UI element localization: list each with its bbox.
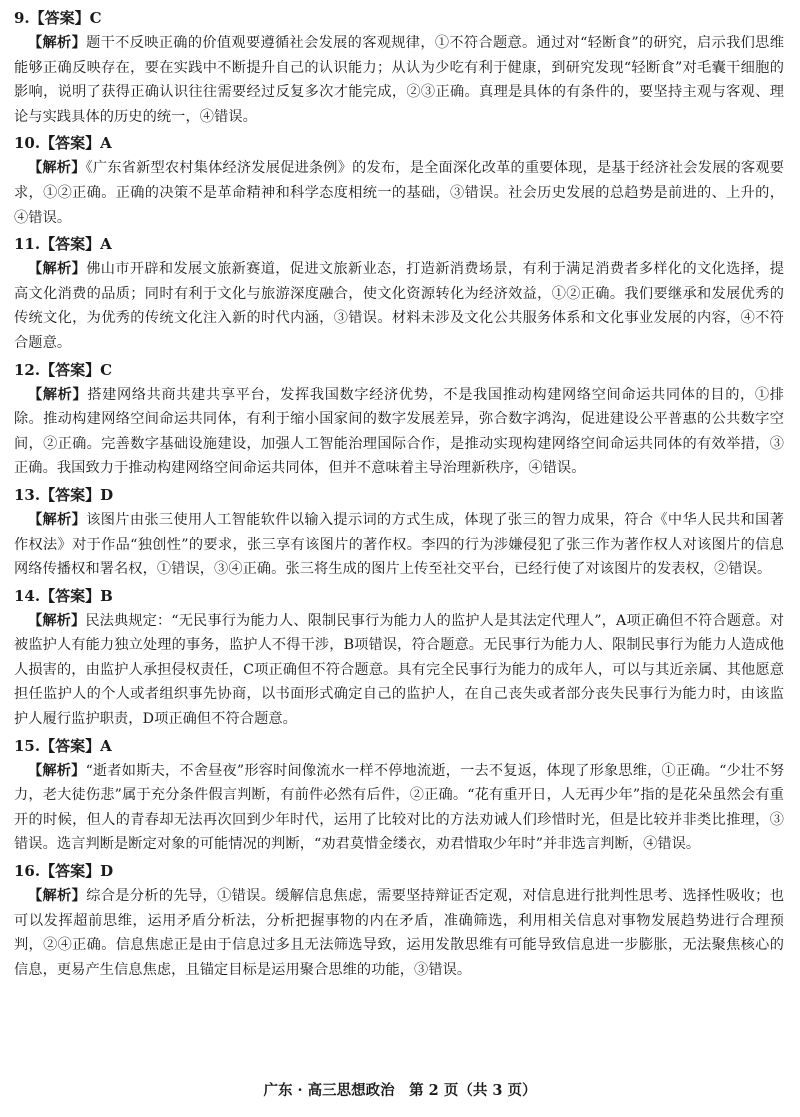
analysis-text: 题干不反映正确的价值观要遵循社会发展的客观规律，①不符合题意。通过对“轻断食”的研究，启示我们思维能够正确反映存在，要在实践中不断提升自己的认识能力；从认为少吃有利于健康，到研究发现“轻断食”对毛囊干细胞的影响，说明了获得正确认识往往需要经过反复多次才能完成，②③正确。真理是具体的有条件的，要坚持主观与客观、理论与实践具体的历史的统一，④错误。 — [14, 35, 784, 125]
analysis-text: 《广东省新型农村集体经济发展促进条例》的发布，是全面深化改革的重要体现，是基于经济社会发展的客观要求，①②正确。正确的决策不是革命精神和科学态度相统一的基础，③错误。社会历史发展的总趋势是前进的、上升的，④错误。 — [14, 160, 784, 226]
analysis-text: 综合是分析的先导，①错误。缓解信息焦虑，需要坚持辩证否定观，对信息进行批判性思考、选择性吸收；也可以发挥超前思维，运用矛盾分析法，分析把握事物的内在矛盾，准确筛选，利用相关信息对事物发展趋势进行合理预判，②④正确。信息焦虑正是由于信息过多且无法筛选导致，运用发散思维有可能导致信息进一步膨胀，无法聚焦核心的信息，更易产生信息焦虑，且锚定目标是运用聚合思维的功能，③错误。 — [14, 888, 784, 978]
analysis-tag: 【解析】 — [28, 386, 88, 403]
question-number: 13. — [14, 485, 41, 504]
answer-label: 【答案】A — [40, 134, 112, 153]
analysis-tag: 【解析】 — [28, 888, 87, 905]
analysis-paragraph — [14, 31, 784, 129]
question-9 — [14, 7, 784, 129]
analysis-text: 民法典规定：“无民事行为能力人、限制民事行为能力人的监护人是其法定代理人”，A项正确但不符合题意。对被监护人有能力独立处理的事务，监护人不得干涉，B项错误，符合题意。无民事行为能力人、限制民事行为能力人造成他人损害的，由监护人承担侵权责任，C项正确但不符合题意。具有完全民事行为能力的成年人，可以与其近亲属、其他愿意担任监护人的个人或者组织事先协商，以书面形式确定自己的监护人，在自己丧失或者部分丧失民事行为能力时，由该监护人履行监护职责，D项正确但不符合题意。 — [14, 612, 784, 728]
question-12 — [14, 359, 784, 481]
analysis-paragraph — [14, 257, 784, 355]
answer-line — [14, 359, 784, 381]
question-number: 11. — [14, 235, 41, 254]
analysis-paragraph — [14, 383, 784, 481]
question-16 — [14, 860, 784, 982]
analysis-paragraph — [14, 508, 784, 582]
analysis-tag: 【解析】 — [28, 612, 86, 629]
analysis-text: 该图片由张三使用人工智能软件以输入提示词的方式生成，体现了张三的智力成果，符合《中华人民共和国著作权法》对于作品“独创性”的要求，张三享有该图片的著作权。李四的行为涉嫌侵犯了张三作为著作权人对该图片的信息网络传播权和署名权，①错误，③④正确。张三将生成的图片上传至社交平台，已经行使了对该图片的发表权，②错误。 — [14, 511, 784, 578]
answer-label: 【答案】A — [40, 235, 112, 254]
question-15 — [14, 735, 784, 857]
question-number: 14. — [14, 586, 41, 605]
question-14 — [14, 585, 784, 732]
question-13 — [14, 484, 784, 582]
answer-label: 【答案】D — [40, 862, 114, 881]
answer-line — [14, 132, 784, 154]
analysis-paragraph — [14, 759, 784, 857]
answer-page — [14, 7, 784, 985]
answer-line — [14, 860, 784, 882]
analysis-tag: 【解析】 — [28, 261, 87, 278]
answer-line — [14, 7, 784, 29]
question-number: 16. — [14, 862, 41, 881]
analysis-paragraph — [14, 884, 784, 982]
page-footer: 广东 · 高三思想政治 第 2 页（共 3 页） — [263, 1082, 537, 1099]
answer-label: 【答案】D — [40, 485, 114, 504]
question-number: 15. — [14, 736, 41, 755]
answer-line — [14, 735, 784, 757]
question-11 — [14, 233, 784, 355]
analysis-paragraph — [14, 609, 784, 732]
question-10 — [14, 132, 784, 230]
analysis-text: 佛山市开辟和发展文旅新赛道，促进文旅新业态，打造新消费场景，有利于满足消费者多样化的文化选择，提高文化消费的品质；同时有利于文化与旅游深度融合，使文化资源转化为经济效益，①②正确。我们要继承和发展优秀的传统文化，为优秀的传统文化注入新的时代内涵，③错误。材料未涉及文化公共服务体系和文化事业发展的内容，④不符合题意。 — [14, 261, 784, 351]
analysis-text: 搭建网络共商共建共享平台，发挥我国数字经济优势，不是我国推动构建网络空间命运共同体的目的，①排除。推动构建网络空间命运共同体，有利于缩小国家间的数字发展差异，弥合数字鸿沟，促进建设公平普惠的公共数字空间，②正确。完善数字基础设施建设，加强人工智能治理国际合作，是推动实现构建网络空间命运共同体的有效举措，③正确。我国致力于推动构建网络空间命运共同体，但并不意味着主导治理新秩序，④错误。 — [14, 386, 785, 477]
analysis-tag: 【解析】 — [28, 511, 87, 528]
analysis-tag: 【解析】 — [28, 35, 87, 51]
analysis-tag: 【解析】 — [28, 160, 86, 177]
analysis-tag: 【解析】 — [28, 762, 86, 779]
answer-line — [14, 233, 784, 255]
analysis-text: “逝者如斯夫，不舍昼夜”形容时间像流水一样不停地流逝，一去不复返，体现了形象思维，①正确。“少壮不努力，老大徒伤悲”属于充分条件假言判断，有前件必然有后件，②正确。“花有重开日，人无再少年”指的是花朵虽然会有重开的时候，但人的青春却无法再次回到少年时代，运用了比较对比的方法劝诫人们珍惜时光，但是比较并非类比推理，③错误。选言判断是断定对象的可能情况的判断，“劝君莫惜金缕衣，劝君惜取少年时”并非选言判断，④错误。 — [14, 762, 785, 853]
answer-line — [14, 484, 784, 506]
analysis-paragraph — [14, 156, 784, 230]
question-number: 12. — [14, 360, 41, 379]
answer-label: 【答案】B — [40, 586, 113, 605]
answer-label: 【答案】C — [29, 9, 102, 27]
answer-line — [14, 585, 784, 607]
answer-label: 【答案】C — [40, 360, 113, 379]
question-number: 9. — [14, 9, 30, 27]
question-number: 10. — [14, 134, 41, 153]
answer-label: 【答案】A — [40, 736, 112, 755]
